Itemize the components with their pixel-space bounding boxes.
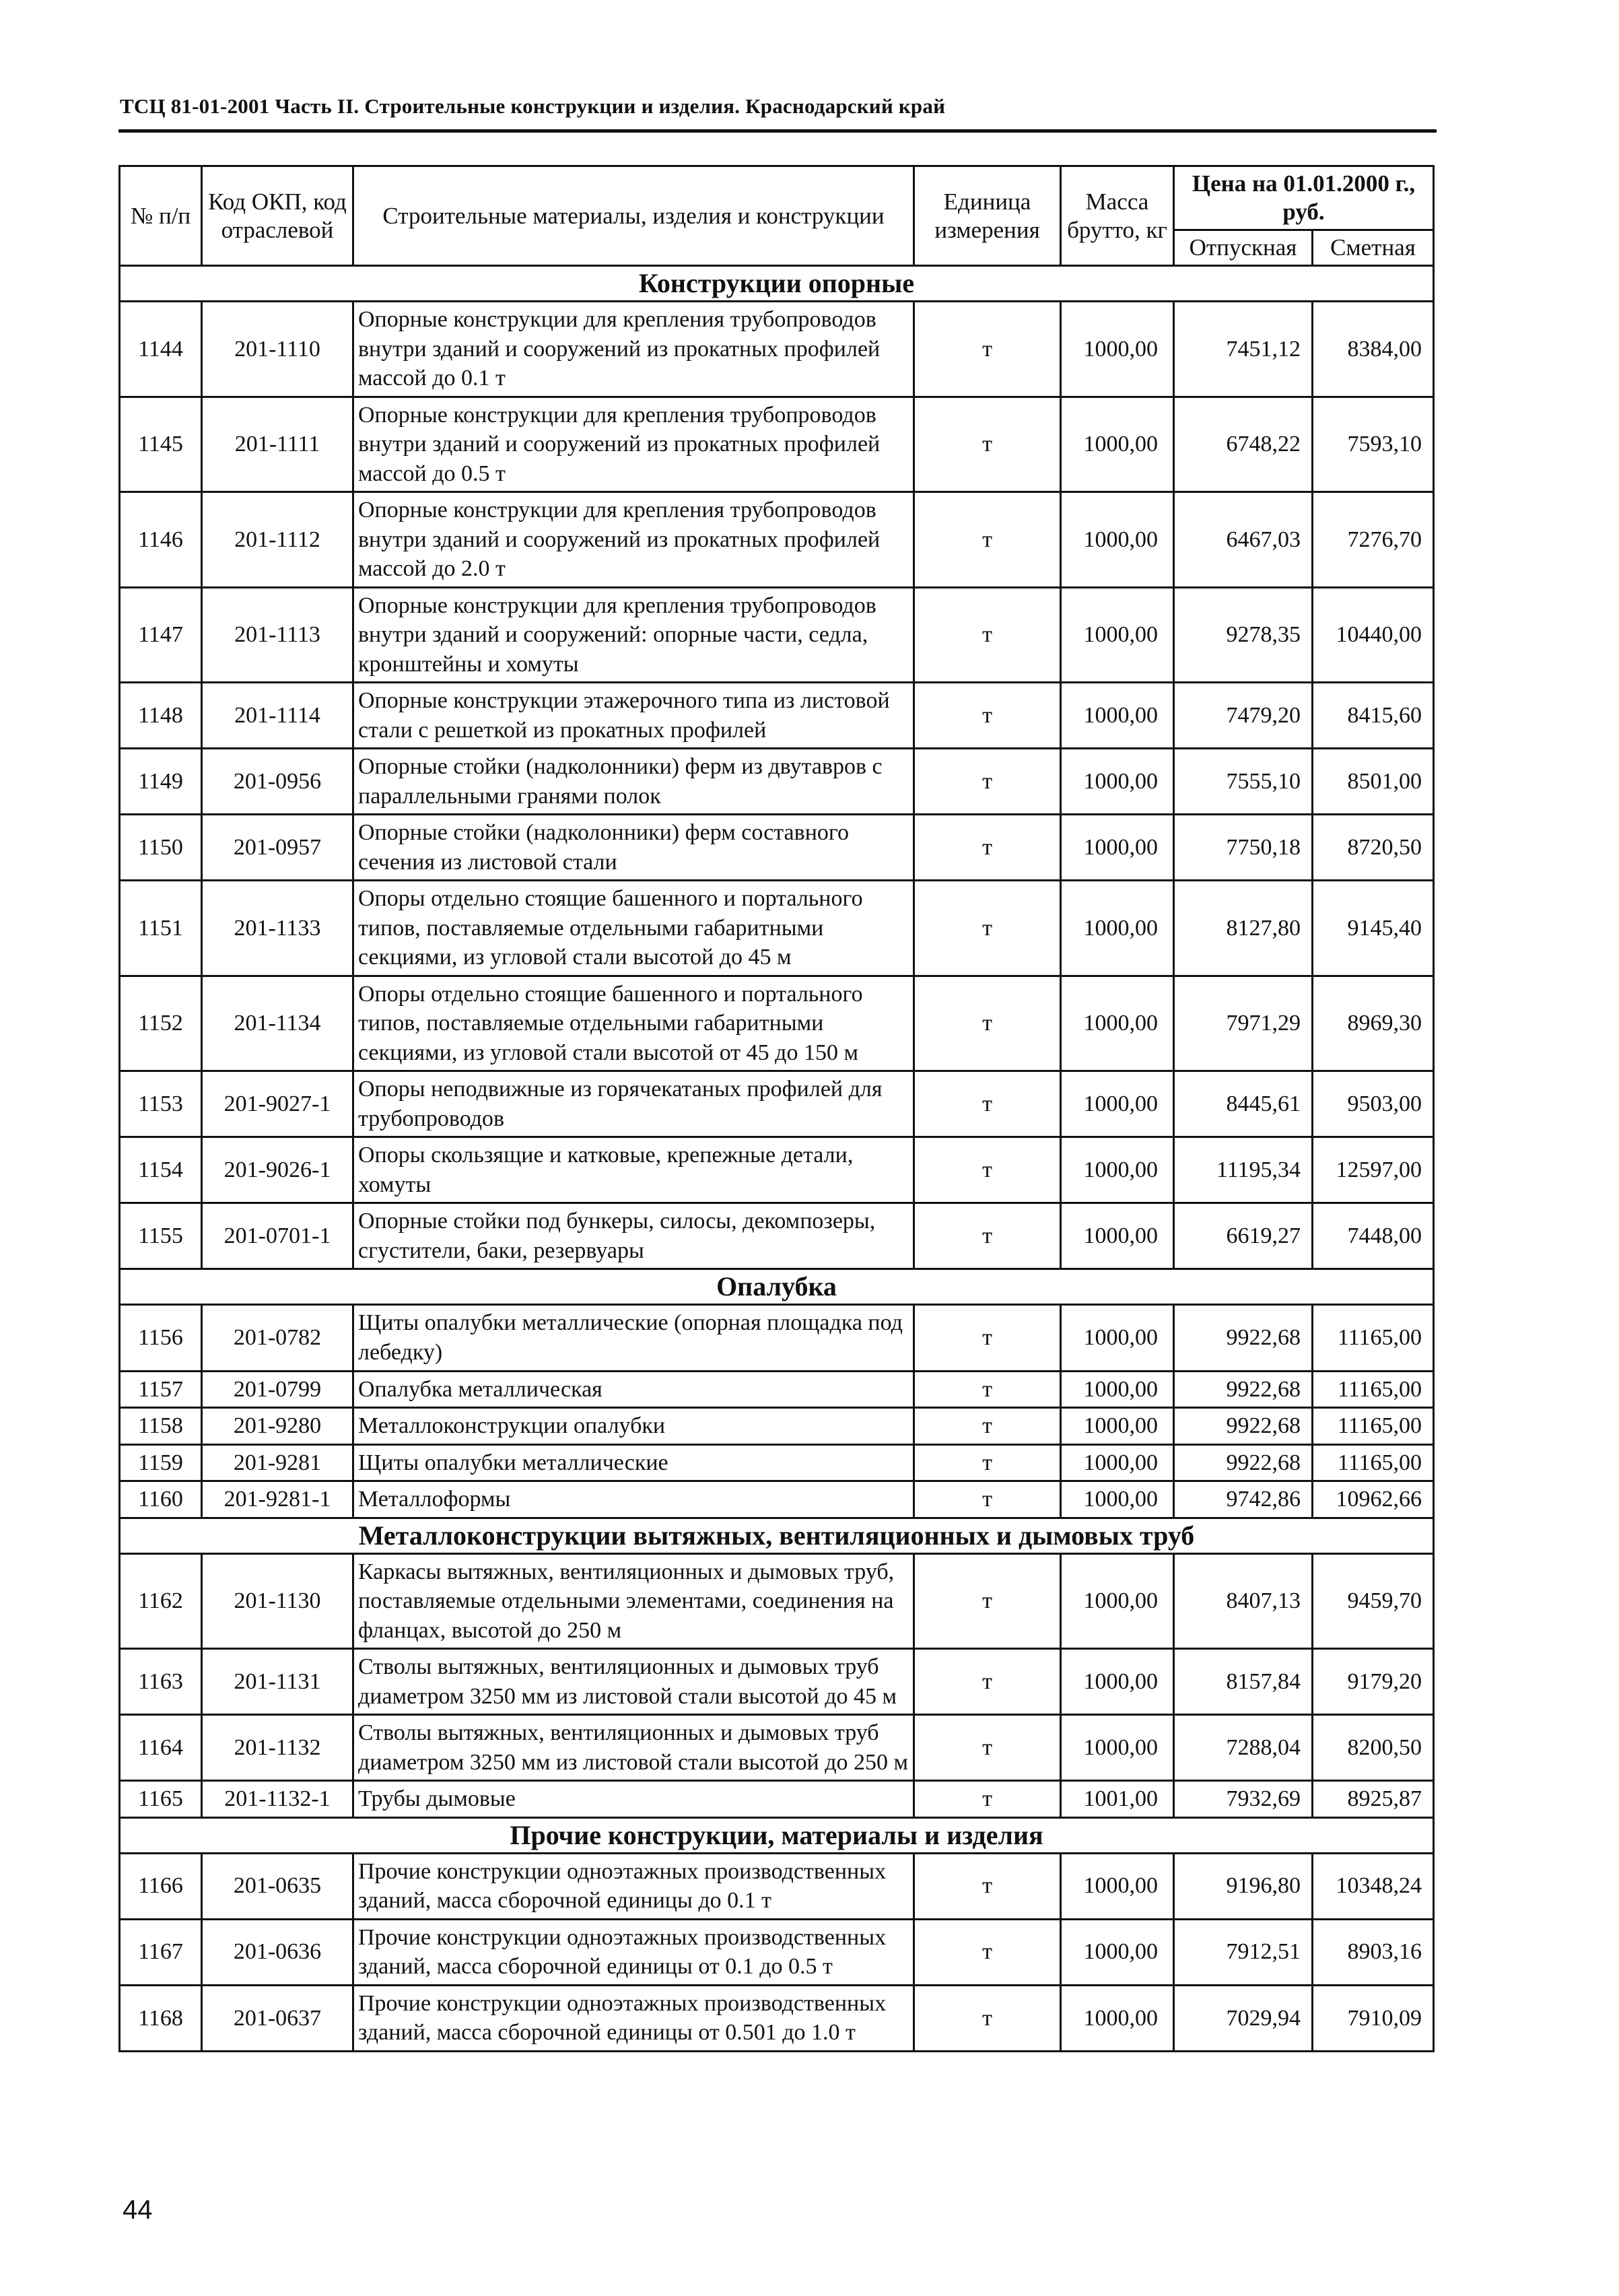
cell-code: 201-1132 — [202, 1715, 353, 1781]
cell-unit: т — [914, 1553, 1061, 1649]
section-header-row — [120, 1518, 1434, 1553]
cell-num: 1155 — [120, 1203, 202, 1269]
cell-price-release: 7029,94 — [1174, 1985, 1313, 2051]
cell-unit: т — [914, 1985, 1061, 2051]
cell-price-estimate: 12597,00 — [1313, 1137, 1434, 1203]
cell-code: 201-1111 — [202, 397, 353, 492]
cell-mass: 1000,00 — [1061, 749, 1174, 815]
cell-code: 201-9027-1 — [202, 1071, 353, 1137]
table-row — [120, 1649, 1434, 1715]
table-row — [120, 749, 1434, 815]
cell-name: Опорные конструкции для крепления трубопроводов внутри зданий и сооружений из прокатных профилей массой до 0.1 т — [353, 302, 914, 397]
cell-mass: 1000,00 — [1061, 1071, 1174, 1137]
table-row — [120, 1137, 1434, 1203]
cell-mass: 1001,00 — [1061, 1781, 1174, 1818]
cell-price-estimate: 8384,00 — [1313, 302, 1434, 397]
cell-price-release: 11195,34 — [1174, 1137, 1313, 1203]
cell-num: 1163 — [120, 1649, 202, 1715]
cell-name: Щиты опалубки металлические (опорная площадка под лебедку) — [353, 1305, 914, 1371]
cell-name: Прочие конструкции одноэтажных производственных зданий, масса сборочной единицы от 0.501 до 1.0 т — [353, 1985, 914, 2051]
cell-price-estimate: 10962,66 — [1313, 1481, 1434, 1518]
cell-name: Прочие конструкции одноэтажных производственных зданий, масса сборочной единицы до 0.1 т — [353, 1853, 914, 1919]
table-row — [120, 1781, 1434, 1818]
cell-code: 201-1134 — [202, 976, 353, 1071]
cell-unit: т — [914, 815, 1061, 881]
cell-num: 1149 — [120, 749, 202, 815]
section-title: Прочие конструкции, материалы и изделия — [120, 1817, 1434, 1853]
cell-num: 1168 — [120, 1985, 202, 2051]
cell-name: Опоры неподвижные из горячекатаных профилей для трубопроводов — [353, 1071, 914, 1137]
table-row — [120, 1919, 1434, 1985]
cell-mass: 1000,00 — [1061, 1137, 1174, 1203]
cell-price-release: 7750,18 — [1174, 815, 1313, 881]
cell-price-estimate: 8903,16 — [1313, 1919, 1434, 1985]
cell-price-estimate: 7910,09 — [1313, 1985, 1434, 2051]
cell-price-release: 7971,29 — [1174, 976, 1313, 1071]
cell-price-estimate: 10440,00 — [1313, 587, 1434, 683]
cell-unit: т — [914, 976, 1061, 1071]
cell-name: Опоры отдельно стоящие башенного и портального типов, поставляемые отдельными габаритными секциями, из угловой стали высотой от 45 до 150 м — [353, 976, 914, 1071]
cell-code: 201-1112 — [202, 492, 353, 588]
col-header-price-group: Цена на 01.01.2000 г., руб. — [1174, 166, 1434, 230]
cell-mass: 1000,00 — [1061, 492, 1174, 588]
cell-mass: 1000,00 — [1061, 1919, 1174, 1985]
cell-unit: т — [914, 1853, 1061, 1919]
cell-mass: 1000,00 — [1061, 587, 1174, 683]
section-title: Опалубка — [120, 1269, 1434, 1305]
cell-price-release: 7555,10 — [1174, 749, 1313, 815]
cell-price-release: 9922,68 — [1174, 1408, 1313, 1445]
cell-mass: 1000,00 — [1061, 1553, 1174, 1649]
cell-unit: т — [914, 1203, 1061, 1269]
cell-code: 201-0956 — [202, 749, 353, 815]
cell-price-release: 7912,51 — [1174, 1919, 1313, 1985]
cell-price-release: 9742,86 — [1174, 1481, 1313, 1518]
cell-code: 201-0799 — [202, 1371, 353, 1408]
cell-unit: т — [914, 1481, 1061, 1518]
cell-price-estimate: 7276,70 — [1313, 492, 1434, 588]
table-row — [120, 1305, 1434, 1371]
cell-unit: т — [914, 749, 1061, 815]
cell-code: 201-1130 — [202, 1553, 353, 1649]
cell-mass: 1000,00 — [1061, 397, 1174, 492]
cell-name: Опоры скользящие и катковые, крепежные детали, хомуты — [353, 1137, 914, 1203]
cell-code: 201-0636 — [202, 1919, 353, 1985]
cell-price-estimate: 8415,60 — [1313, 683, 1434, 749]
cell-num: 1146 — [120, 492, 202, 588]
cell-num: 1144 — [120, 302, 202, 397]
running-header: ТСЦ 81-01-2001 Часть II. Строительные конструкции и изделия. Краснодарский край — [120, 94, 946, 118]
cell-mass: 1000,00 — [1061, 1408, 1174, 1445]
cell-num: 1145 — [120, 397, 202, 492]
cell-price-release: 7451,12 — [1174, 302, 1313, 397]
cell-name: Металлоконструкции опалубки — [353, 1408, 914, 1445]
cell-price-estimate: 11165,00 — [1313, 1305, 1434, 1371]
cell-price-estimate: 9503,00 — [1313, 1071, 1434, 1137]
cell-price-estimate: 11165,00 — [1313, 1408, 1434, 1445]
section-header-row — [120, 1269, 1434, 1305]
col-header-mass: Масса брутто, кг — [1061, 166, 1174, 266]
col-header-name: Строительные материалы, изделия и конструкции — [353, 166, 914, 266]
cell-num: 1150 — [120, 815, 202, 881]
cell-code: 201-1113 — [202, 587, 353, 683]
cell-name: Опорные конструкции для крепления трубопроводов внутри зданий и сооружений из прокатных профилей массой до 0.5 т — [353, 397, 914, 492]
table-row — [120, 1985, 1434, 2051]
table-header — [120, 166, 1434, 266]
cell-num: 1148 — [120, 683, 202, 749]
header-rule — [118, 129, 1437, 133]
table-row — [120, 1481, 1434, 1518]
cell-unit: т — [914, 1408, 1061, 1445]
cell-code: 201-0637 — [202, 1985, 353, 2051]
table-row — [120, 1071, 1434, 1137]
cell-name: Трубы дымовые — [353, 1781, 914, 1818]
cell-unit: т — [914, 397, 1061, 492]
cell-num: 1160 — [120, 1481, 202, 1518]
cell-price-release: 8407,13 — [1174, 1553, 1313, 1649]
cell-price-estimate: 10348,24 — [1313, 1853, 1434, 1919]
cell-price-estimate: 9179,20 — [1313, 1649, 1434, 1715]
col-header-price-release: Отпускная — [1174, 230, 1313, 266]
col-header-num: № п/п — [120, 166, 202, 266]
cell-price-estimate: 9459,70 — [1313, 1553, 1434, 1649]
cell-price-release: 7932,69 — [1174, 1781, 1313, 1818]
cell-code: 201-1114 — [202, 683, 353, 749]
cell-price-release: 6467,03 — [1174, 492, 1313, 588]
cell-num: 1165 — [120, 1781, 202, 1818]
cell-unit: т — [914, 302, 1061, 397]
cell-unit: т — [914, 1444, 1061, 1481]
cell-mass: 1000,00 — [1061, 815, 1174, 881]
cell-price-release: 8157,84 — [1174, 1649, 1313, 1715]
table-row — [120, 1553, 1434, 1649]
cell-name: Опорные стойки (надколонники) ферм из двутавров с параллельными гранями полок — [353, 749, 914, 815]
cell-price-estimate: 7593,10 — [1313, 397, 1434, 492]
table-row — [120, 881, 1434, 976]
cell-mass: 1000,00 — [1061, 1715, 1174, 1781]
cell-price-estimate: 11165,00 — [1313, 1371, 1434, 1408]
section-header-row — [120, 1817, 1434, 1853]
cell-name: Опоры отдельно стоящие башенного и портального типов, поставляемые отдельными габаритными секциями, из угловой стали высотой до 45 м — [353, 881, 914, 976]
cell-num: 1157 — [120, 1371, 202, 1408]
cell-mass: 1000,00 — [1061, 1481, 1174, 1518]
cell-mass: 1000,00 — [1061, 1985, 1174, 2051]
cell-mass: 1000,00 — [1061, 302, 1174, 397]
cell-mass: 1000,00 — [1061, 1853, 1174, 1919]
cell-name: Опалубка металлическая — [353, 1371, 914, 1408]
table-row — [120, 1408, 1434, 1445]
cell-name: Опорные конструкции для крепления трубопроводов внутри зданий и сооружений: опорные части, седла, кронштейны и хомуты — [353, 587, 914, 683]
table-row — [120, 1715, 1434, 1781]
cell-price-estimate: 9145,40 — [1313, 881, 1434, 976]
table-row — [120, 815, 1434, 881]
cell-num: 1158 — [120, 1408, 202, 1445]
table-body — [120, 266, 1434, 2052]
cell-price-estimate: 8925,87 — [1313, 1781, 1434, 1818]
cell-code: 201-9281 — [202, 1444, 353, 1481]
cell-num: 1147 — [120, 587, 202, 683]
cell-price-release: 9922,68 — [1174, 1305, 1313, 1371]
cell-unit: т — [914, 1371, 1061, 1408]
cell-num: 1164 — [120, 1715, 202, 1781]
cell-unit: т — [914, 1071, 1061, 1137]
cell-num: 1153 — [120, 1071, 202, 1137]
cell-mass: 1000,00 — [1061, 1371, 1174, 1408]
cell-name: Опорные стойки (надколонники) ферм составного сечения из листовой стали — [353, 815, 914, 881]
cell-name: Прочие конструкции одноэтажных производственных зданий, масса сборочной единицы от 0.1 до 0.5 т — [353, 1919, 914, 1985]
page-number: 44 — [123, 2195, 153, 2225]
cell-code: 201-1110 — [202, 302, 353, 397]
cell-mass: 1000,00 — [1061, 683, 1174, 749]
cell-mass: 1000,00 — [1061, 1305, 1174, 1371]
cell-unit: т — [914, 1781, 1061, 1818]
table-row — [120, 1371, 1434, 1408]
cell-price-estimate: 8969,30 — [1313, 976, 1434, 1071]
cell-price-estimate: 8720,50 — [1313, 815, 1434, 881]
cell-unit: т — [914, 492, 1061, 588]
table-row — [120, 302, 1434, 397]
cell-mass: 1000,00 — [1061, 1203, 1174, 1269]
cell-code: 201-0701-1 — [202, 1203, 353, 1269]
section-title: Металлоконструкции вытяжных, вентиляционных и дымовых труб — [120, 1518, 1434, 1553]
cell-mass: 1000,00 — [1061, 976, 1174, 1071]
cell-name: Каркасы вытяжных, вентиляционных и дымовых труб, поставляемые отдельными элементами, соединения на фланцах, высотой до 250 м — [353, 1553, 914, 1649]
cell-price-estimate: 8501,00 — [1313, 749, 1434, 815]
cell-name: Стволы вытяжных, вентиляционных и дымовых труб диаметром 3250 мм из листовой стали высотой до 250 м — [353, 1715, 914, 1781]
table-row — [120, 1203, 1434, 1269]
cell-num: 1156 — [120, 1305, 202, 1371]
cell-price-estimate: 11165,00 — [1313, 1444, 1434, 1481]
cell-price-release: 9196,80 — [1174, 1853, 1313, 1919]
cell-price-release: 7288,04 — [1174, 1715, 1313, 1781]
cell-price-estimate: 8200,50 — [1313, 1715, 1434, 1781]
cell-mass: 1000,00 — [1061, 881, 1174, 976]
cell-name: Опорные стойки под бункеры, силосы, декомпозеры, сгустители, баки, резервуары — [353, 1203, 914, 1269]
cell-name: Металлоформы — [353, 1481, 914, 1518]
cell-code: 201-9281-1 — [202, 1481, 353, 1518]
table-row — [120, 397, 1434, 492]
table-row — [120, 587, 1434, 683]
cell-unit: т — [914, 1715, 1061, 1781]
cell-price-release: 9278,35 — [1174, 587, 1313, 683]
cell-name: Опорные конструкции для крепления трубопроводов внутри зданий и сооружений из прокатных профилей массой до 2.0 т — [353, 492, 914, 588]
table-row — [120, 1853, 1434, 1919]
price-table — [118, 165, 1435, 2052]
cell-num: 1167 — [120, 1919, 202, 1985]
section-header-row — [120, 266, 1434, 302]
cell-unit: т — [914, 683, 1061, 749]
col-header-price-estimate: Сметная — [1313, 230, 1434, 266]
cell-unit: т — [914, 1137, 1061, 1203]
cell-num: 1162 — [120, 1553, 202, 1649]
cell-mass: 1000,00 — [1061, 1444, 1174, 1481]
cell-code: 201-9280 — [202, 1408, 353, 1445]
cell-price-release: 8445,61 — [1174, 1071, 1313, 1137]
cell-name: Опорные конструкции этажерочного типа из листовой стали с решеткой из прокатных профилей — [353, 683, 914, 749]
col-header-unit: Единица измерения — [914, 166, 1061, 266]
cell-price-release: 9922,68 — [1174, 1371, 1313, 1408]
cell-price-release: 9922,68 — [1174, 1444, 1313, 1481]
cell-unit: т — [914, 1649, 1061, 1715]
table-row — [120, 1444, 1434, 1481]
cell-price-release: 6748,22 — [1174, 397, 1313, 492]
table-row — [120, 683, 1434, 749]
cell-code: 201-9026-1 — [202, 1137, 353, 1203]
cell-unit: т — [914, 1919, 1061, 1985]
cell-price-estimate: 7448,00 — [1313, 1203, 1434, 1269]
cell-price-release: 7479,20 — [1174, 683, 1313, 749]
cell-num: 1151 — [120, 881, 202, 976]
cell-code: 201-0782 — [202, 1305, 353, 1371]
cell-num: 1152 — [120, 976, 202, 1071]
cell-unit: т — [914, 881, 1061, 976]
cell-code: 201-1131 — [202, 1649, 353, 1715]
cell-mass: 1000,00 — [1061, 1649, 1174, 1715]
cell-unit: т — [914, 587, 1061, 683]
table-row — [120, 492, 1434, 588]
cell-price-release: 6619,27 — [1174, 1203, 1313, 1269]
col-header-code: Код ОКП, код отраслевой — [202, 166, 353, 266]
cell-unit: т — [914, 1305, 1061, 1371]
section-title: Конструкции опорные — [120, 266, 1434, 302]
cell-code: 201-1132-1 — [202, 1781, 353, 1818]
cell-price-release: 8127,80 — [1174, 881, 1313, 976]
cell-num: 1166 — [120, 1853, 202, 1919]
cell-code: 201-1133 — [202, 881, 353, 976]
cell-name: Щиты опалубки металлические — [353, 1444, 914, 1481]
cell-name: Стволы вытяжных, вентиляционных и дымовых труб диаметром 3250 мм из листовой стали высотой до 45 м — [353, 1649, 914, 1715]
cell-num: 1154 — [120, 1137, 202, 1203]
table-row — [120, 976, 1434, 1071]
cell-num: 1159 — [120, 1444, 202, 1481]
cell-code: 201-0957 — [202, 815, 353, 881]
cell-code: 201-0635 — [202, 1853, 353, 1919]
